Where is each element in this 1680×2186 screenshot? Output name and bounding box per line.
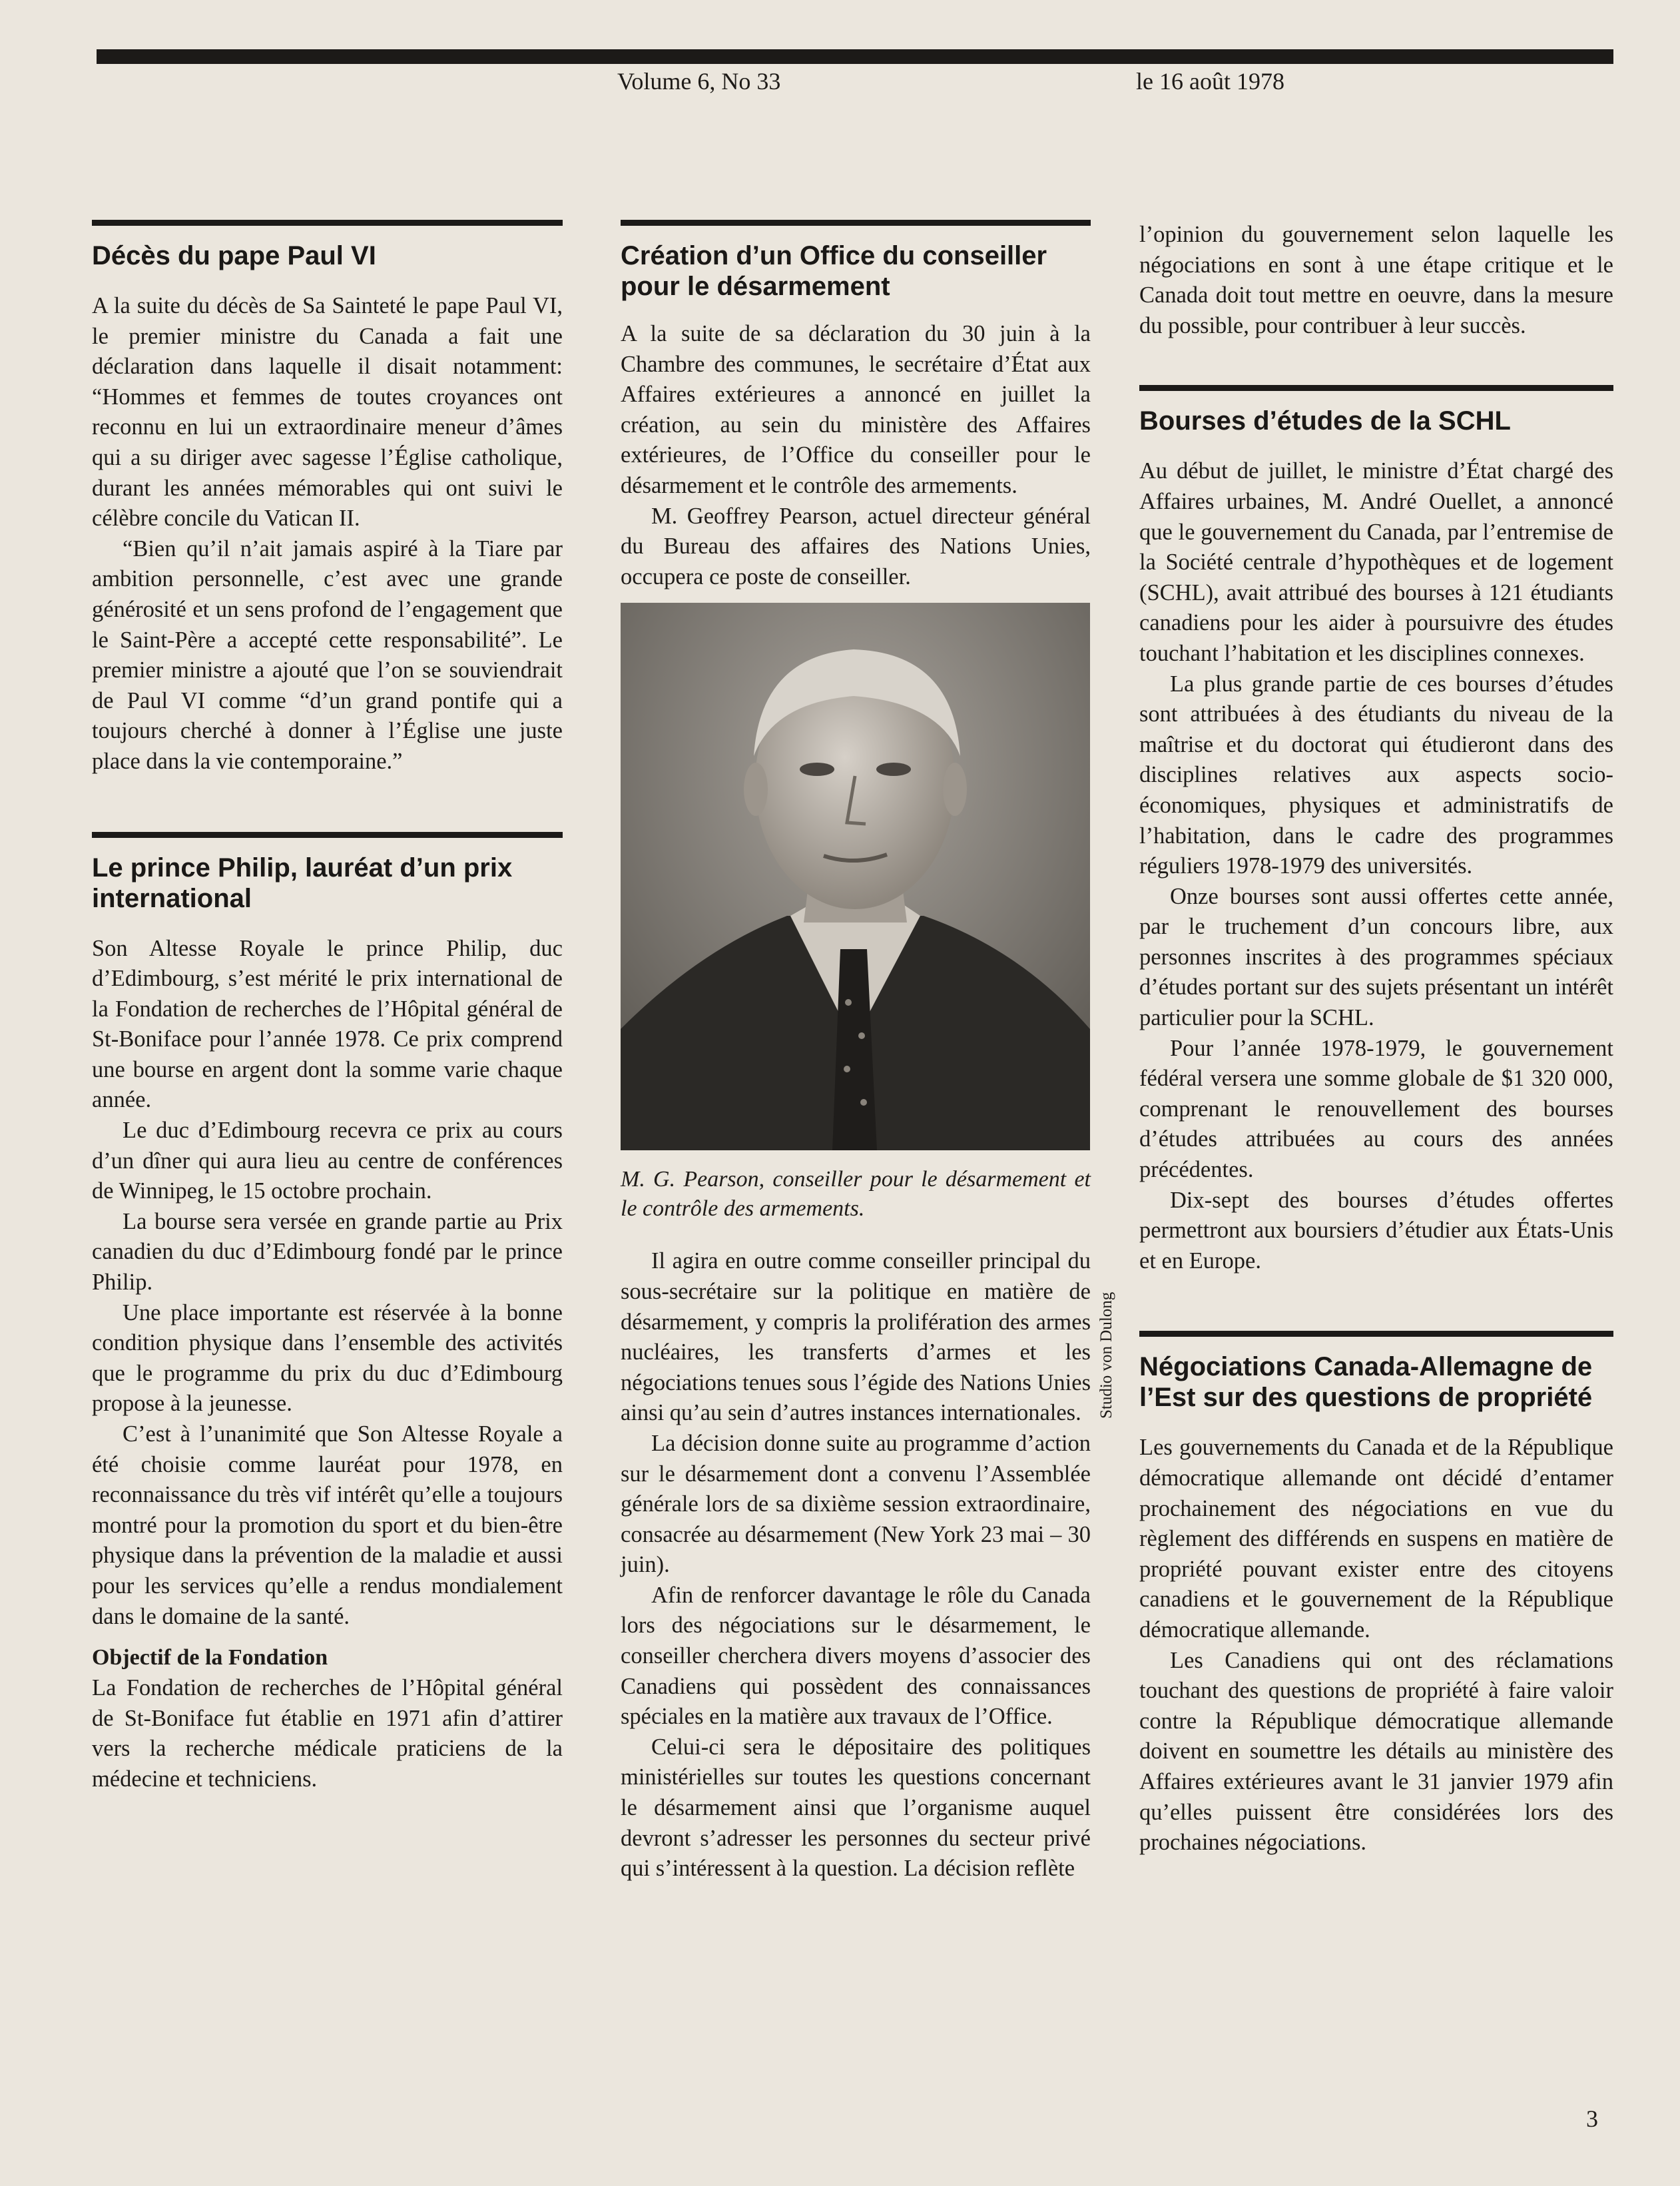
article-paragraph: A la suite du décès de Sa Sainteté le pape Paul VI, le premier ministre du Canada a fait une déclaration dans laquelle il disait notamment: “Hommes et femmes de toutes croyances ont reconnu en lui un extraordinaire meneur d’âmes qui a su diriger avec sagesse l’Église catholique, durant les années mémorables qui ont suivi le célèbre concile du Vatican II. — [92, 293, 563, 532]
article-title-schl: Bourses d’études de la SCHL — [1139, 406, 1511, 436]
section-subheading: Objectif de la Fondation — [92, 1645, 328, 1670]
article-paragraph: Celui-ci sera le dépositaire des politiques ministérielles sur toutes les questions concernant le désarmement ainsi que l’organisme auquel devront s’adresser les personnes du secteur privé qui s’intéressent à la question. La décision reflète — [621, 1734, 1091, 1882]
article-paragraph: “Bien qu’il n’ait jamais aspiré à la Tiare par ambition personnelle, c’est avec une grande générosité et un sens profond de l’engagement que le Saint-Père a accepté cette responsabilité”. Le premier ministre a ajouté que l’on se souviendrait de Paul VI comme “d’un grand pontife qui a toujours cherché à donner à l’Église une juste place dans la vie contemporaine.” — [92, 536, 563, 774]
portrait-photo — [621, 603, 1090, 1150]
article-paragraph: La bourse sera versée en grande partie au Prix canadien du duc d’Edimbourg fondé par le prince Philip. — [92, 1208, 563, 1295]
article-paragraph: Dix-sept des bourses d’études offertes permettront aux boursiers d’étudier aux États-Unis et en Europe. — [1139, 1187, 1613, 1274]
volume-number: Volume 6, No 33 — [617, 68, 781, 95]
article-title-pope: Décès du pape Paul VI — [92, 241, 376, 270]
article-paragraph: Les Canadiens qui ont des réclamations touchant des questions de propriété à faire valoir contre la République démocratique allemande doivent en soumettre les détails au ministère des Affaires extérieures avant le 31 janvier 1979 afin qu’elles puissent être considérées lors des prochaines négociations. — [1139, 1647, 1613, 1856]
portrait-image — [621, 603, 1090, 1150]
column-1 — [92, 220, 563, 1795]
column-2 — [621, 220, 1115, 1884]
page-number: 3 — [1586, 2105, 1598, 2132]
article-paragraph: Son Altesse Royale le prince Philip, duc d’Edimbourg, s’est mérité le prix international de la Fondation de recherches de l’Hôpital général de St-Boniface pour l’année 1978. Ce prix comprend une bourse en argent dont la somme varie chaque année. — [92, 935, 563, 1113]
article-paragraph: Le duc d’Edimbourg recevra ce prix au cours d’un dîner qui aura lieu au centre de conférences de Winnipeg, le 15 octobre prochain. — [92, 1118, 563, 1204]
article-rule — [1139, 385, 1613, 391]
article-paragraph: M. Geoffrey Pearson, actuel directeur général du Bureau des affaires des Nations Unies, occupera ce poste de conseiller. — [621, 503, 1091, 589]
article-paragraph: Les gouvernements du Canada et de la République démocratique allemande ont décidé d’entamer prochainement des négociations en vue du règlement des différends en suspens en matière de propriété pouvant exister entre des citoyens canadiens et le gouvernement de la République démocratique allemande. — [1139, 1435, 1613, 1642]
article-paragraph: La Fondation de recherches de l’Hôpital général de St-Boniface fut établie en 1971 afin d’attirer vers la recherche médicale praticiens de la médecine et techniciens. — [92, 1675, 563, 1792]
article-paragraph: A la suite de sa déclaration du 30 juin à la Chambre des communes, le secrétaire d’État aux Affaires extérieures a annoncé en juillet la création, au sein du ministère des Affaires extérieures, de l’Office du conseiller pour le désarmement et le contrôle des armements. — [621, 321, 1091, 498]
article-title-negotiations: Négociations Canada-Allemagne de l’Est sur des questions de propriété — [1139, 1352, 1593, 1413]
column-3 — [1139, 220, 1613, 1858]
issue-date: le 16 août 1978 — [1136, 68, 1284, 95]
article-rule — [92, 220, 563, 226]
article-rule — [621, 220, 1091, 226]
article-rule — [1139, 1331, 1613, 1337]
article-title-disarmament: Création d’un Office du conseiller pour le désarmement — [621, 241, 1047, 301]
article-paragraph: Pour l’année 1978-1979, le gouvernement fédéral versera une somme globale de $1 320 000, comprenant le renouvellement des bourses d’études attribuées au cours des années précédentes. — [1139, 1035, 1613, 1183]
header-rule — [97, 49, 1613, 64]
article-paragraph: Une place importante est réservée à la bonne condition physique dans l’ensemble des activités que le programme du prix du duc d’Edimbourg propose à la jeunesse. — [92, 1299, 563, 1417]
article-paragraph: Au début de juillet, le ministre d’État chargé des Affaires urbaines, M. André Ouellet, a annoncé que le gouvernement du Canada, par l’entremise de la Société centrale d’hypothèques et de logement (SCHL), avait attribué des bourses à 121 étudiants canadiens pour les aider à poursuivre des études touchant l’habitation et les disciplines connexes. — [1139, 458, 1613, 666]
article-paragraph: Afin de renforcer davantage le rôle du Canada lors des négociations sur le désarmement, le conseiller cherchera divers moyens d’associer des Canadiens qui possèdent des connaissances spéciales en la matière aux travaux de l’Office. — [621, 1582, 1091, 1730]
article-paragraph: La plus grande partie de ces bourses d’études sont attribuées à des étudiants du niveau de la maîtrise et du doctorat qui étudieront dans des disciplines relatives aux aspects socio-économiques, physiques et administratifs de l’habitation, dans le cadre des programmes réguliers 1978-1979 des universités. — [1139, 671, 1613, 879]
article-paragraph: l’opinion du gouvernement selon laquelle les négociations en sont à une étape critique et le Canada doit tout mettre en oeuvre, dans la mesure du possible, pour contribuer à leur succès. — [1139, 222, 1613, 338]
article-paragraph: C’est à l’unanimité que Son Altesse Royale a été choisie comme lauréat pour 1978, en reconnaissance du très vif intérêt qu’elle a toujours montré pour la promotion du sport et du bien-être physique dans la prévention de la maladie et aussi pour les services qu’elle a rendus mondialement dans le domaine de la santé. — [92, 1421, 563, 1629]
article-title-prince-philip: Le prince Philip, lauréat d’un prix international — [92, 853, 513, 913]
photo-caption: M. G. Pearson, conseiller pour le désarmement et le contrôle des armements. — [621, 1167, 1091, 1222]
article-paragraph: La décision donne suite au programme d’action sur le désarmement dont a convenu l’Assemblée générale lors de sa dixième session extraordinaire, consacrée au désarmement (New York 23 mai – 30 juin). — [621, 1430, 1091, 1578]
photo-credit: Studio von Dulong — [1097, 1291, 1115, 1419]
article-rule — [92, 832, 563, 838]
article-paragraph: Il agira en outre comme conseiller principal du sous-secrétaire sur la politique en matière de désarmement, y compris la prolifération des armes nucléaires, les transferts d’armes et les négociations tenues sous l’égide des Nations Unies ainsi qu’au sein d’autres instances internationales. — [621, 1248, 1091, 1426]
article-paragraph: Onze bourses sont aussi offertes cette année, par le truchement d’un concours libre, aux personnes inscrites à des programmes spéciaux d’études portant sur des sujets présentant un intérêt particulier pour la SCHL. — [1139, 883, 1613, 1031]
